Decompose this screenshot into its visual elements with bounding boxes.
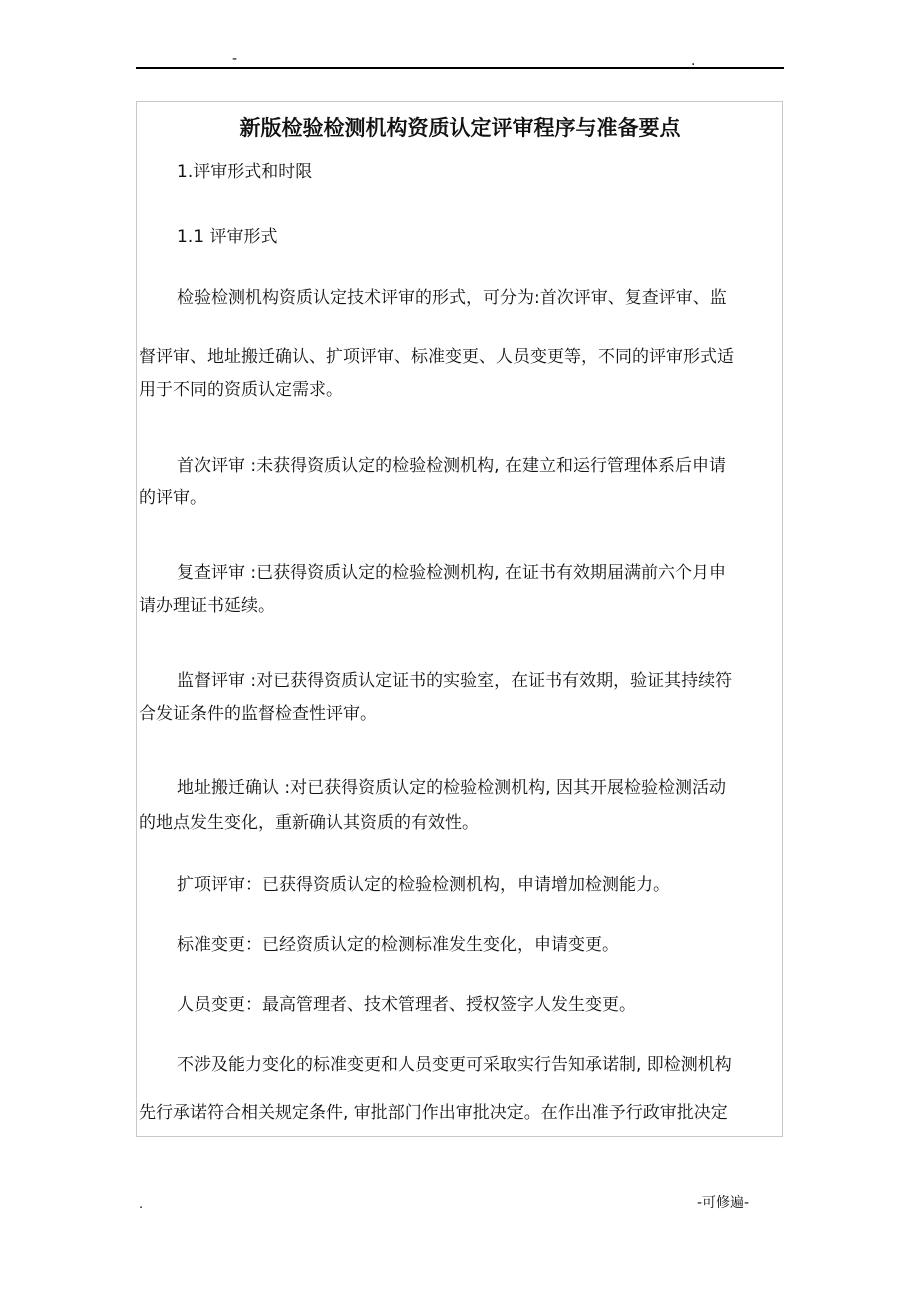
- footer-left-mark: .: [139, 1197, 144, 1212]
- paragraph-line: 地址搬迁确认 :对已获得资质认定的检验检测机构, 因其开展检验检测活动: [177, 778, 726, 798]
- paragraph-line: 合发证条件的监督检查性评审。: [139, 704, 377, 724]
- paragraph-line: 检验检测机构资质认定技术评审的形式，可分为:首次评审、复查评审、监: [177, 288, 727, 308]
- paragraph-line: 首次评审 :未获得资质认定的检验检测机构, 在建立和运行管理体系后申请: [177, 456, 726, 476]
- section-heading: 1.评审形式和时限: [177, 162, 313, 182]
- document-title: 新版检验检测机构资质认定评审程序与准备要点: [239, 116, 681, 140]
- paragraph-line: 人员变更：最高管理者、技术管理者、授权签字人发生变更。: [177, 995, 636, 1015]
- paragraph-line: 的评审。: [139, 488, 207, 508]
- paragraph-line: 先行承诺符合相关规定条件, 审批部门作出审批决定。在作出准予行政审批决定: [139, 1103, 728, 1123]
- paragraph-line: 监督评审 :对已获得资质认定证书的实验室，在证书有效期，验证其持续符: [177, 671, 733, 691]
- footer-note: -可修遍-: [697, 1195, 750, 1211]
- paragraph-line: 请办理证书延续。: [139, 596, 275, 616]
- paragraph-line: 标准变更：已经资质认定的检测标准发生变化，申请变更。: [177, 935, 619, 955]
- subsection-heading: 1.1 评审形式: [177, 227, 278, 247]
- paragraph-line: 不涉及能力变化的标准变更和人员变更可采取实行告知承诺制, 即检测机构: [177, 1055, 732, 1075]
- header-rule: [136, 67, 784, 69]
- paragraph-line: 复查评审 :已获得资质认定的检验检测机构, 在证书有效期届满前六个月申: [177, 563, 726, 583]
- paragraph-line: 的地点发生变化，重新确认其资质的有效性。: [139, 813, 479, 833]
- header-right-mark: .: [691, 53, 696, 69]
- paragraph-line: 扩项评审：已获得资质认定的检验检测机构，申请增加检测能力。: [177, 875, 670, 895]
- content-frame: [136, 101, 783, 1137]
- paragraph-line: 用于不同的资质认定需求。: [139, 380, 343, 400]
- header-left-mark: -: [232, 51, 238, 67]
- paragraph-line: 督评审、地址搬迁确认、扩项评审、标准变更、人员变更等，不同的评审形式适: [139, 347, 734, 367]
